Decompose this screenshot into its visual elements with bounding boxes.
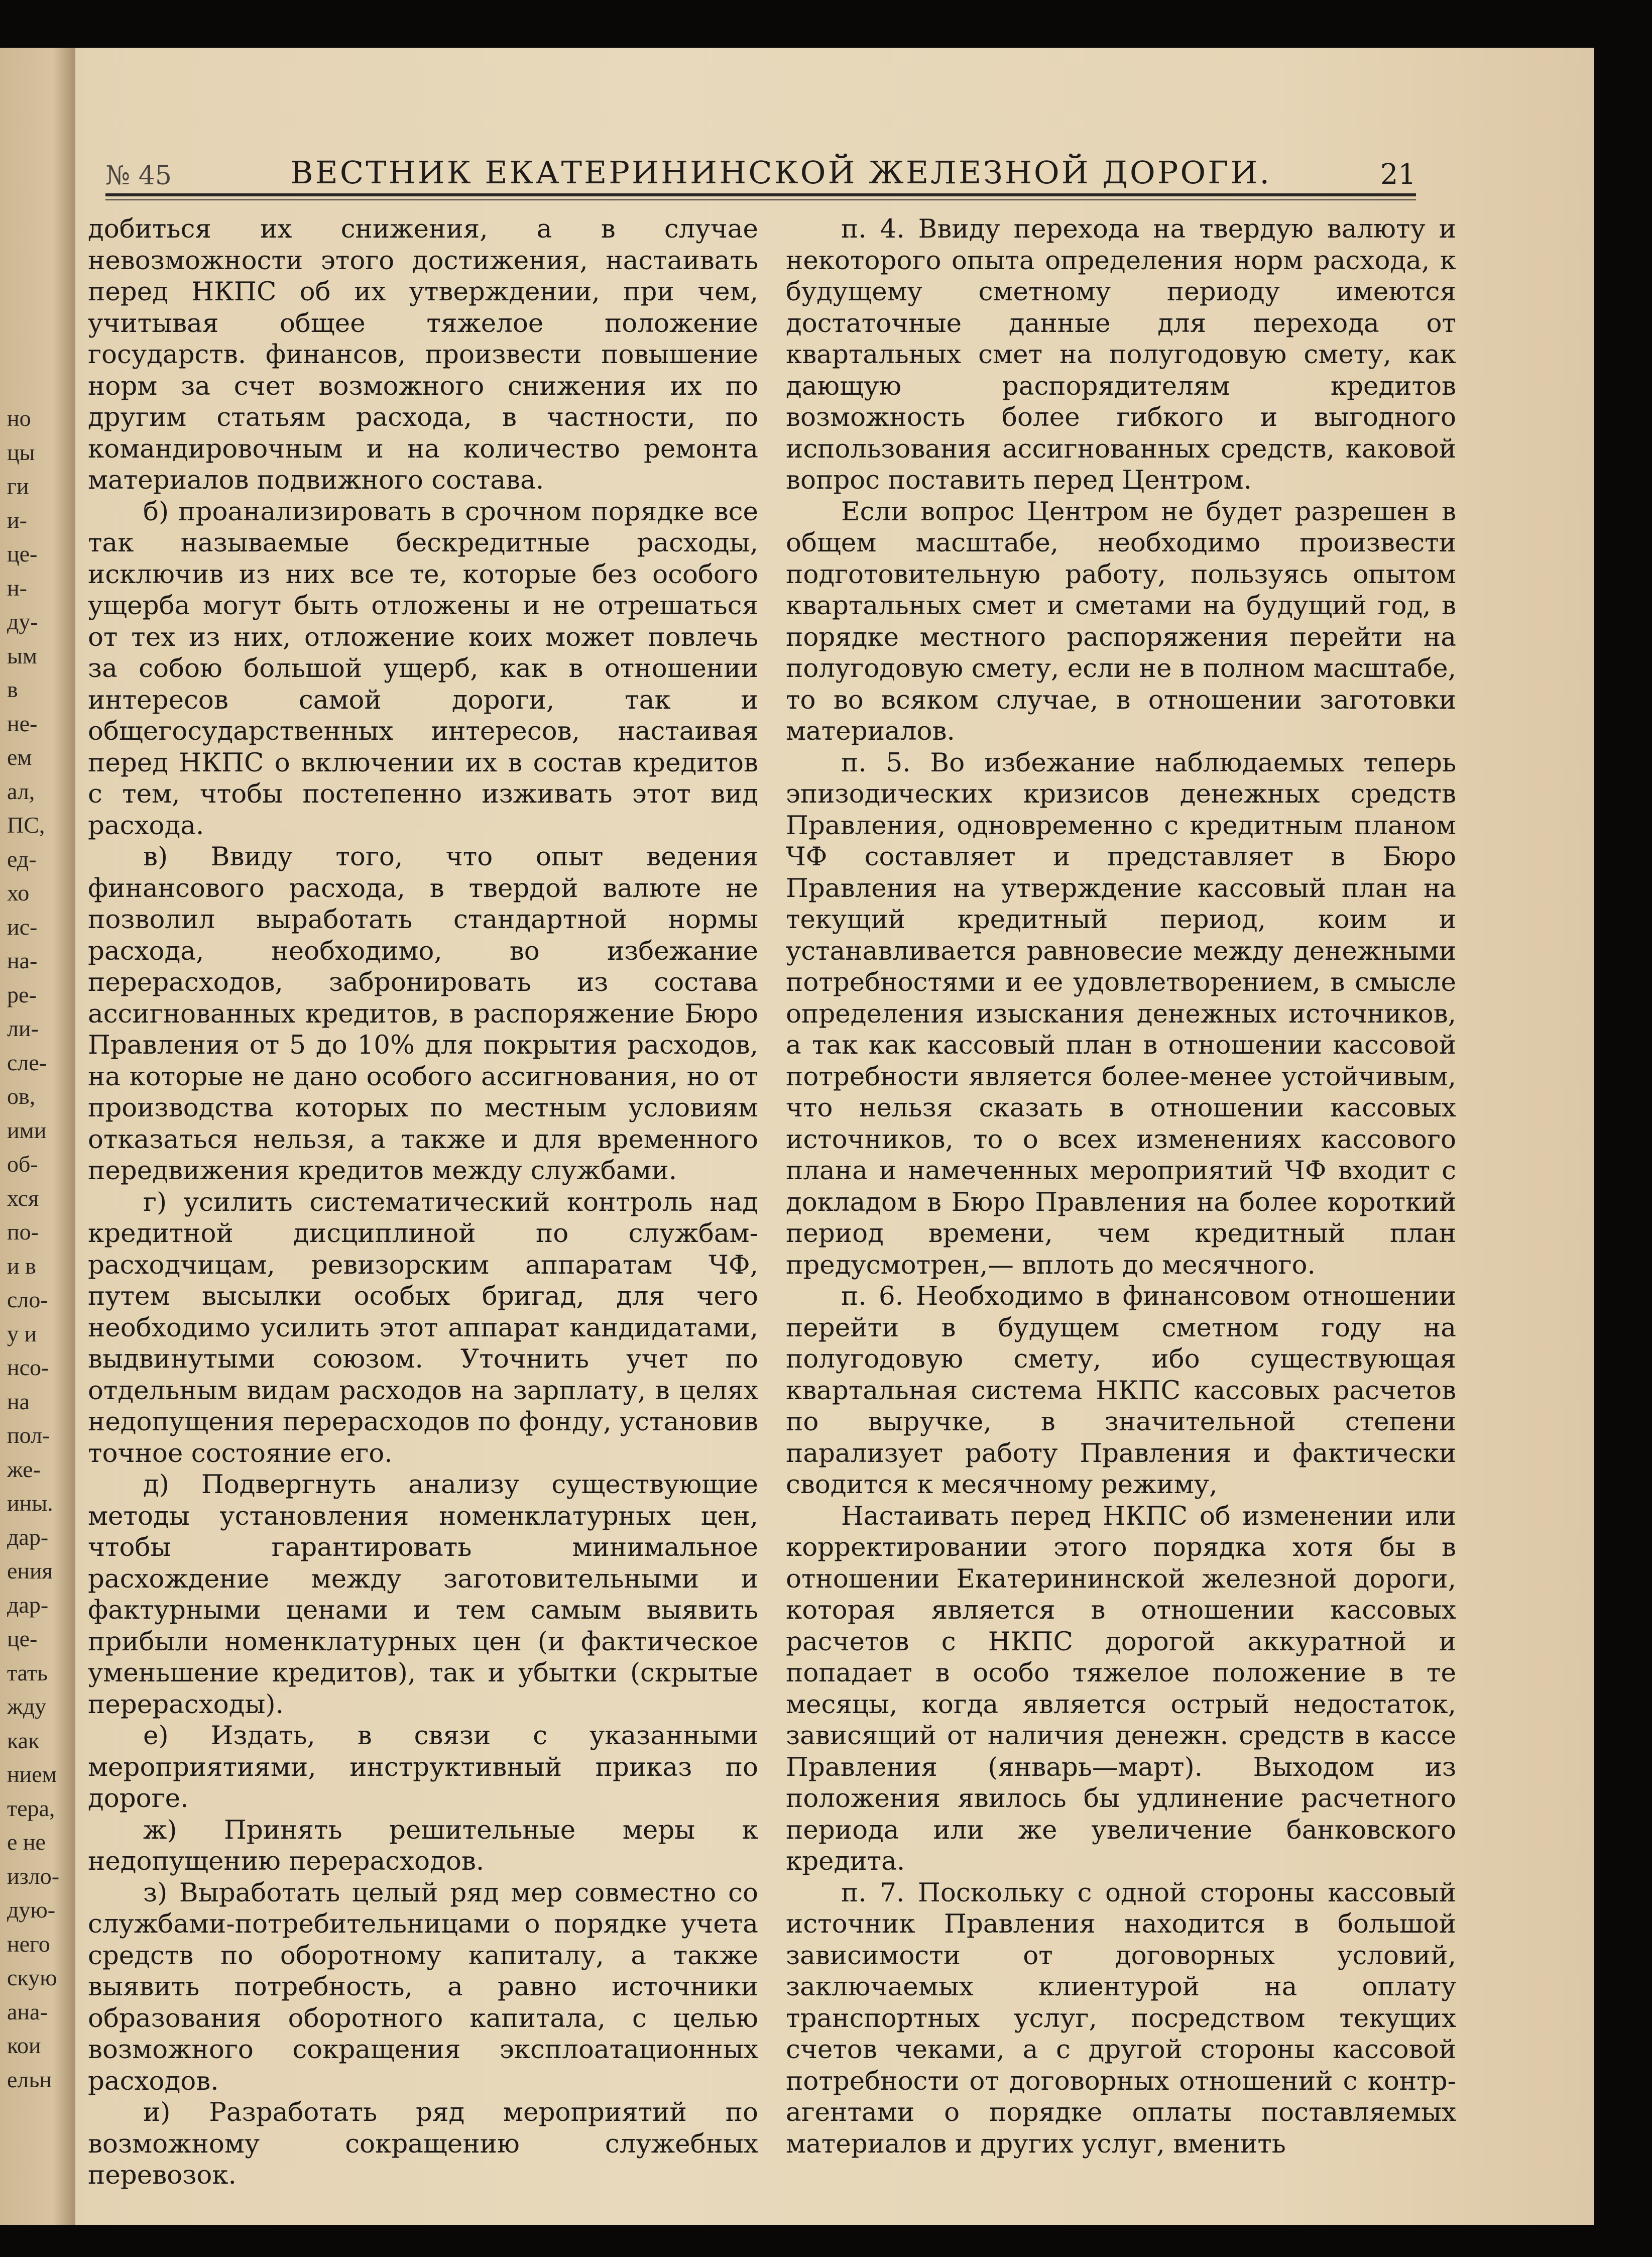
running-head bbox=[105, 151, 1416, 191]
gutter-fragment: не- bbox=[7, 710, 38, 736]
issue-number: № 45 bbox=[105, 161, 172, 191]
paragraph: з) Выработать целый ряд мер совместно со службами-потребительницами о порядке учета средств по оборотному капиталу, а также выявить потребность, а равно источники образования оборотного капитала, с целью возможного сокращения эксплоатационных расходов. bbox=[88, 1877, 758, 2096]
gutter-fragment: це- bbox=[7, 1626, 38, 1651]
gutter-fragment: ед- bbox=[7, 846, 37, 872]
gutter-fragment: тать bbox=[7, 1659, 48, 1685]
gutter-fragment: но bbox=[7, 405, 31, 431]
gutter-fragment: ис- bbox=[7, 914, 38, 940]
gutter-fragment: ем bbox=[7, 744, 32, 770]
gutter-fragment: нсо- bbox=[7, 1355, 49, 1380]
paragraph: добиться их снижения, а в случае невозможности этого достижения, настаивать перед НКПС об их утверждении, при чем, учитывая общее тяжелое положение государств. финансов, произвести повышение норм за счет возможного снижения их по другим статьям расхода, в частности, по командировочным и на количество ремонта материалов подвижного состава. bbox=[88, 214, 758, 495]
gutter-fragment: ал, bbox=[7, 778, 35, 804]
gutter-fragment: ым bbox=[7, 642, 38, 668]
left-column bbox=[88, 213, 758, 2191]
paragraph: и) Разработать ряд мероприятий по возможному сокращению служебных перевозок. bbox=[88, 2097, 758, 2190]
header-rule bbox=[105, 193, 1416, 196]
header-rule-thin bbox=[105, 199, 1416, 200]
gutter-fragment: нием bbox=[7, 1761, 57, 1787]
gutter-fragment: ду- bbox=[7, 609, 38, 634]
gutter-fragment: пол- bbox=[7, 1422, 50, 1448]
gutter-fragment: об- bbox=[7, 1151, 38, 1177]
gutter-fragment: изло- bbox=[7, 1863, 60, 1889]
gutter-fragment: н- bbox=[7, 575, 27, 601]
page-number: 21 bbox=[1380, 158, 1416, 191]
gutter-fragment: скую bbox=[7, 1965, 57, 1990]
gutter-fragment: по- bbox=[7, 1219, 39, 1245]
gutter-fragment: жду bbox=[7, 1694, 47, 1719]
gutter-fragment: сле- bbox=[7, 1049, 47, 1075]
gutter-fragment: хо bbox=[7, 880, 30, 906]
gutter-fragment: цы bbox=[7, 439, 35, 465]
gutter-fragment: е не bbox=[7, 1829, 46, 1855]
paragraph: б) проанализировать в срочном порядке все так называемые бескредитные расходы, исключив из них все те, которые без особого ущерба могут быть отложены и не отрешаться от тех из них, отложение коих может повлечь за собою большой ущерб, как в отношении интересов самой дороги, так и общегосударственных интересов, настаивая перед НКПС о включении их в состав кредитов с тем, чтобы постепенно изживать этот вид расхода. bbox=[88, 496, 758, 841]
gutter-fragment: у и bbox=[7, 1320, 37, 1346]
paragraph: Настаивать перед НКПС об изменении или корректировании этого порядка хотя бы в отношении Екатерининской железной дороги, которая является в отношении кассовых расчетов с НКПС дорогой аккуратной и попадает в особо тяжелое положение в те месяцы, когда является острый недостаток, зависящий от наличия денежн. средств в кассе Правления (январь—март). Выходом из положения явилось бы удлинение расчетного периода или же увеличение банковского кредита. bbox=[786, 1501, 1456, 1876]
gutter-fragment: же- bbox=[7, 1456, 41, 1482]
gutter-fragment: це- bbox=[7, 541, 38, 567]
journal-title: ВЕСТНИК ЕКАТЕРИНИНСКОЙ ЖЕЛЕЗНОЙ ДОРОГИ. bbox=[290, 154, 1272, 191]
paragraph: п. 4. Ввиду перехода на твердую валюту и некоторого опыта определения норм расхода, к будущему сметному периоду имеются достаточные данные для перехода от квартальных смет на полугодовую смету, как дающую распорядителям кредитов возможность более гибкого и выгодного использования ассигнованных средств, каковой вопрос поставить перед Центром. bbox=[786, 214, 1456, 495]
paragraph: п. 5. Во избежание наблюдаемых теперь эпизодических кризисов денежных средств Правления, одновременно с кредитным планом ЧФ составляет и представляет в Бюро Правления на утверждение кассовый план на текущий кредитный период, коим и устанавливается равновесие между денежными потребностями и ее удовлетворением, в смысле определения изыскания денежных источников, а так как кассовый план в отношении кассовой потребности является более-менее устойчивым, что нельзя сказать в отношении кассовых источников, то о всех изменениях кассового плана и намеченных мероприятий ЧФ входит с докладом в Бюро Правления на более короткий период времени, чем кредитный план предусмотрен,— вплоть до месячного. bbox=[786, 747, 1456, 1280]
gutter-fragment: кои bbox=[7, 2033, 41, 2058]
gutter-fragment: на- bbox=[7, 948, 38, 973]
gutter-fragment: как bbox=[7, 1727, 40, 1753]
paragraph: ж) Принять решительные меры к недопущению перерасходов. bbox=[88, 1815, 758, 1876]
gutter-fragment: ельн bbox=[7, 2066, 52, 2092]
gutter-fragment: ения bbox=[7, 1558, 53, 1584]
paragraph: п. 6. Необходимо в финансовом отношении перейти в будущем сметном году на полугодовую смету, ибо существующая квартальная система НКПС кассовых расчетов по выручке, в значительной степени парализует работу Правления и фактически сводится к месячному режиму, bbox=[786, 1281, 1456, 1500]
paragraph: г) усилить систематический контроль над кредитной дисциплиной по службам-расходчицам, ревизорским аппаратам ЧФ, путем высылки особых бригад, для чего необходимо усилить этот аппарат кандидатами, выдвинутыми союзом. Уточнить учет по отдельным видам расходов на зарплату, в целях недопущения перерасходов по фонду, установив точное состояние его. bbox=[88, 1187, 758, 1469]
paragraph: п. 7. Поскольку с одной стороны кассовый источник Правления находится в большой зависимости от договорных условий, заключаемых клиентурой на оплату транспортных услуг, посредством текущих счетов чеками, а с другой стороны кассовой потребности от договорных отношений с контр-агентами о порядке оплаты поставляемых материалов и других услуг, вменить bbox=[786, 1877, 1456, 2159]
gutter-fragment: ана- bbox=[7, 1998, 48, 2024]
gutter-fragment: ины. bbox=[7, 1490, 53, 1516]
gutter-fragment: ре- bbox=[7, 981, 37, 1007]
gutter-fragment: хся bbox=[7, 1185, 39, 1211]
gutter-fragment: ими bbox=[7, 1117, 47, 1143]
gutter-fragment: ПС, bbox=[7, 812, 45, 838]
facing-page-gutter bbox=[0, 48, 75, 2225]
gutter-fragment: и- bbox=[7, 507, 27, 533]
gutter-fragment: ов, bbox=[7, 1083, 36, 1109]
gutter-fragment: в bbox=[7, 676, 18, 702]
gutter-fragment: дар- bbox=[7, 1524, 49, 1550]
paragraph: д) Подвергнуть анализу существующие методы установления номенклатурных цен, чтобы гарантировать минимальное расхождение между заготовительными и фактурными ценами и тем самым выявить прибыли номенклатурных цен (и фактическое уменьшение кредитов), так и убытки (скрытые перерасходы). bbox=[88, 1470, 758, 1720]
gutter-fragment: ли- bbox=[7, 1015, 39, 1041]
paragraph: в) Ввиду того, что опыт ведения финансового расхода, в твердой валюте не позволил выработать стандартной нормы расхода, необходимо, во избежание перерасходов, забронировать из состава ассигнованных кредитов, в распоряжение Бюро Правления от 5 до 10% для покрытия расходов, на которые не дано особого ассигнования, но от производства которых по местным условиям отказаться нельзя, а также и для временного передвижения кредитов между службами. bbox=[88, 842, 758, 1186]
gutter-fragment: него bbox=[7, 1931, 50, 1957]
paragraph: е) Издать, в связи с указанными мероприятиями, инструктивный приказ по дороге. bbox=[88, 1721, 758, 1814]
gutter-fragment: ги bbox=[7, 473, 29, 499]
gutter-fragment: на bbox=[7, 1388, 30, 1414]
paragraph: Если вопрос Центром не будет разрешен в общем масштабе, необходимо произвести подготовительную работу, пользуясь опытом квартальных смет и сметами на будущий год, в порядке местного распоряжения перейти на полугодовую смету, если не в полном масштабе, то во всяком случае, в отношении заготовки материалов. bbox=[786, 496, 1456, 746]
gutter-fragment: тера, bbox=[7, 1795, 55, 1821]
gutter-fragment: дую- bbox=[7, 1897, 56, 1923]
gutter-fragment: сло- bbox=[7, 1287, 48, 1312]
right-column bbox=[786, 213, 1456, 2160]
gutter-fragment: дар- bbox=[7, 1592, 49, 1618]
gutter-fragment: и в bbox=[7, 1253, 36, 1279]
